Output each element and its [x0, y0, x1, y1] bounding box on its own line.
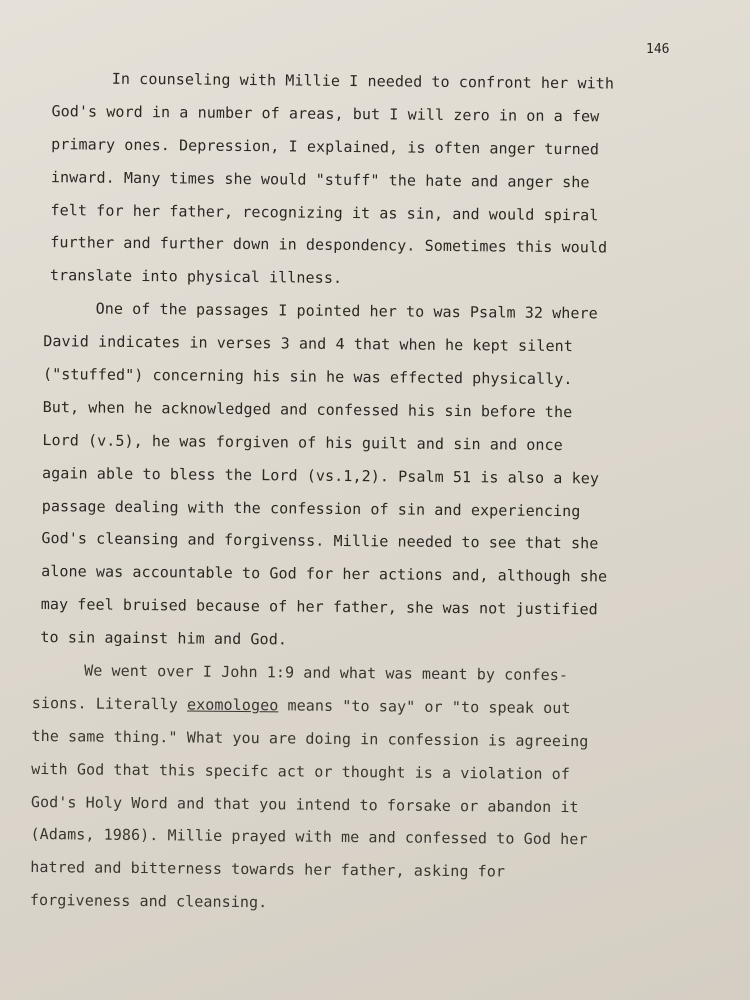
text-segment: means "to say" or "to speak out — [278, 696, 571, 718]
paragraph-1 — [36, 62, 686, 298]
text-line: Lord (v.5), he was forgiven of his guilt and sin and once — [42, 430, 563, 454]
text-segment: sions. Literally — [31, 693, 188, 714]
text-line: inward. Many times she would "stuff" the hate and anger she — [50, 167, 590, 191]
text-line: God's Holy Word and that you intend to forsake or abandon it — [30, 792, 579, 816]
text-line: passage dealing with the confession of sin and experiencing — [41, 496, 581, 520]
text-line: further and further down in despondency. Sometimes this would — [50, 233, 608, 257]
page-number: 146 — [646, 42, 670, 57]
text-line: may feel bruised because of her father, she was not justified — [40, 595, 598, 619]
text-line: with God that this specifc act or thought is a violation of — [31, 759, 570, 783]
text-line: again able to bless the Lord (vs.1,2). Psalm 51 is also a key — [41, 463, 600, 488]
text-line: God's word in a number of areas, but I will zero in on a few — [51, 102, 600, 126]
body-text — [30, 62, 686, 923]
text-line: the same thing." What you are doing in confession is agreeing — [31, 726, 589, 751]
text-line: God's cleansing and forgivenss. Millie needed to see that she — [41, 529, 599, 553]
text-line: hatred and bitterness towards her father, asking for — [30, 858, 506, 881]
text-line: translate into physical illness. — [49, 266, 343, 288]
underlined-term: exomologeo — [186, 695, 279, 715]
text-line: to sin against him and God. — [40, 628, 288, 649]
paragraph-3 — [30, 654, 680, 923]
text-line: felt for her father, recognizing it as sin, and would spiral — [50, 200, 599, 224]
paragraph-2 — [32, 292, 683, 660]
text-line: alone was accountable to God for her actions and, although she — [41, 562, 608, 586]
text-line: One of the passages I pointed her to was Psalm 32 where — [95, 299, 598, 323]
text-line: forgiveness and cleansing. — [29, 891, 268, 912]
text-line: (Adams, 1986). Millie prayed with me and confessed to God her — [30, 825, 588, 849]
text-line: primary ones. Depression, I explained, is often anger turned — [51, 134, 600, 159]
text-line: We went over I John 1:9 and what was meant by confes- — [84, 661, 569, 685]
text-line: David indicates in verses 3 and 4 that when he kept silent — [43, 332, 573, 356]
text-line: ("stuffed") concerning his sin he was effected physically. — [42, 365, 573, 389]
text-line: In counseling with Millie I needed to confront her with — [111, 69, 615, 93]
text-line: But, when he acknowledged and confessed his sin before the — [42, 397, 573, 422]
